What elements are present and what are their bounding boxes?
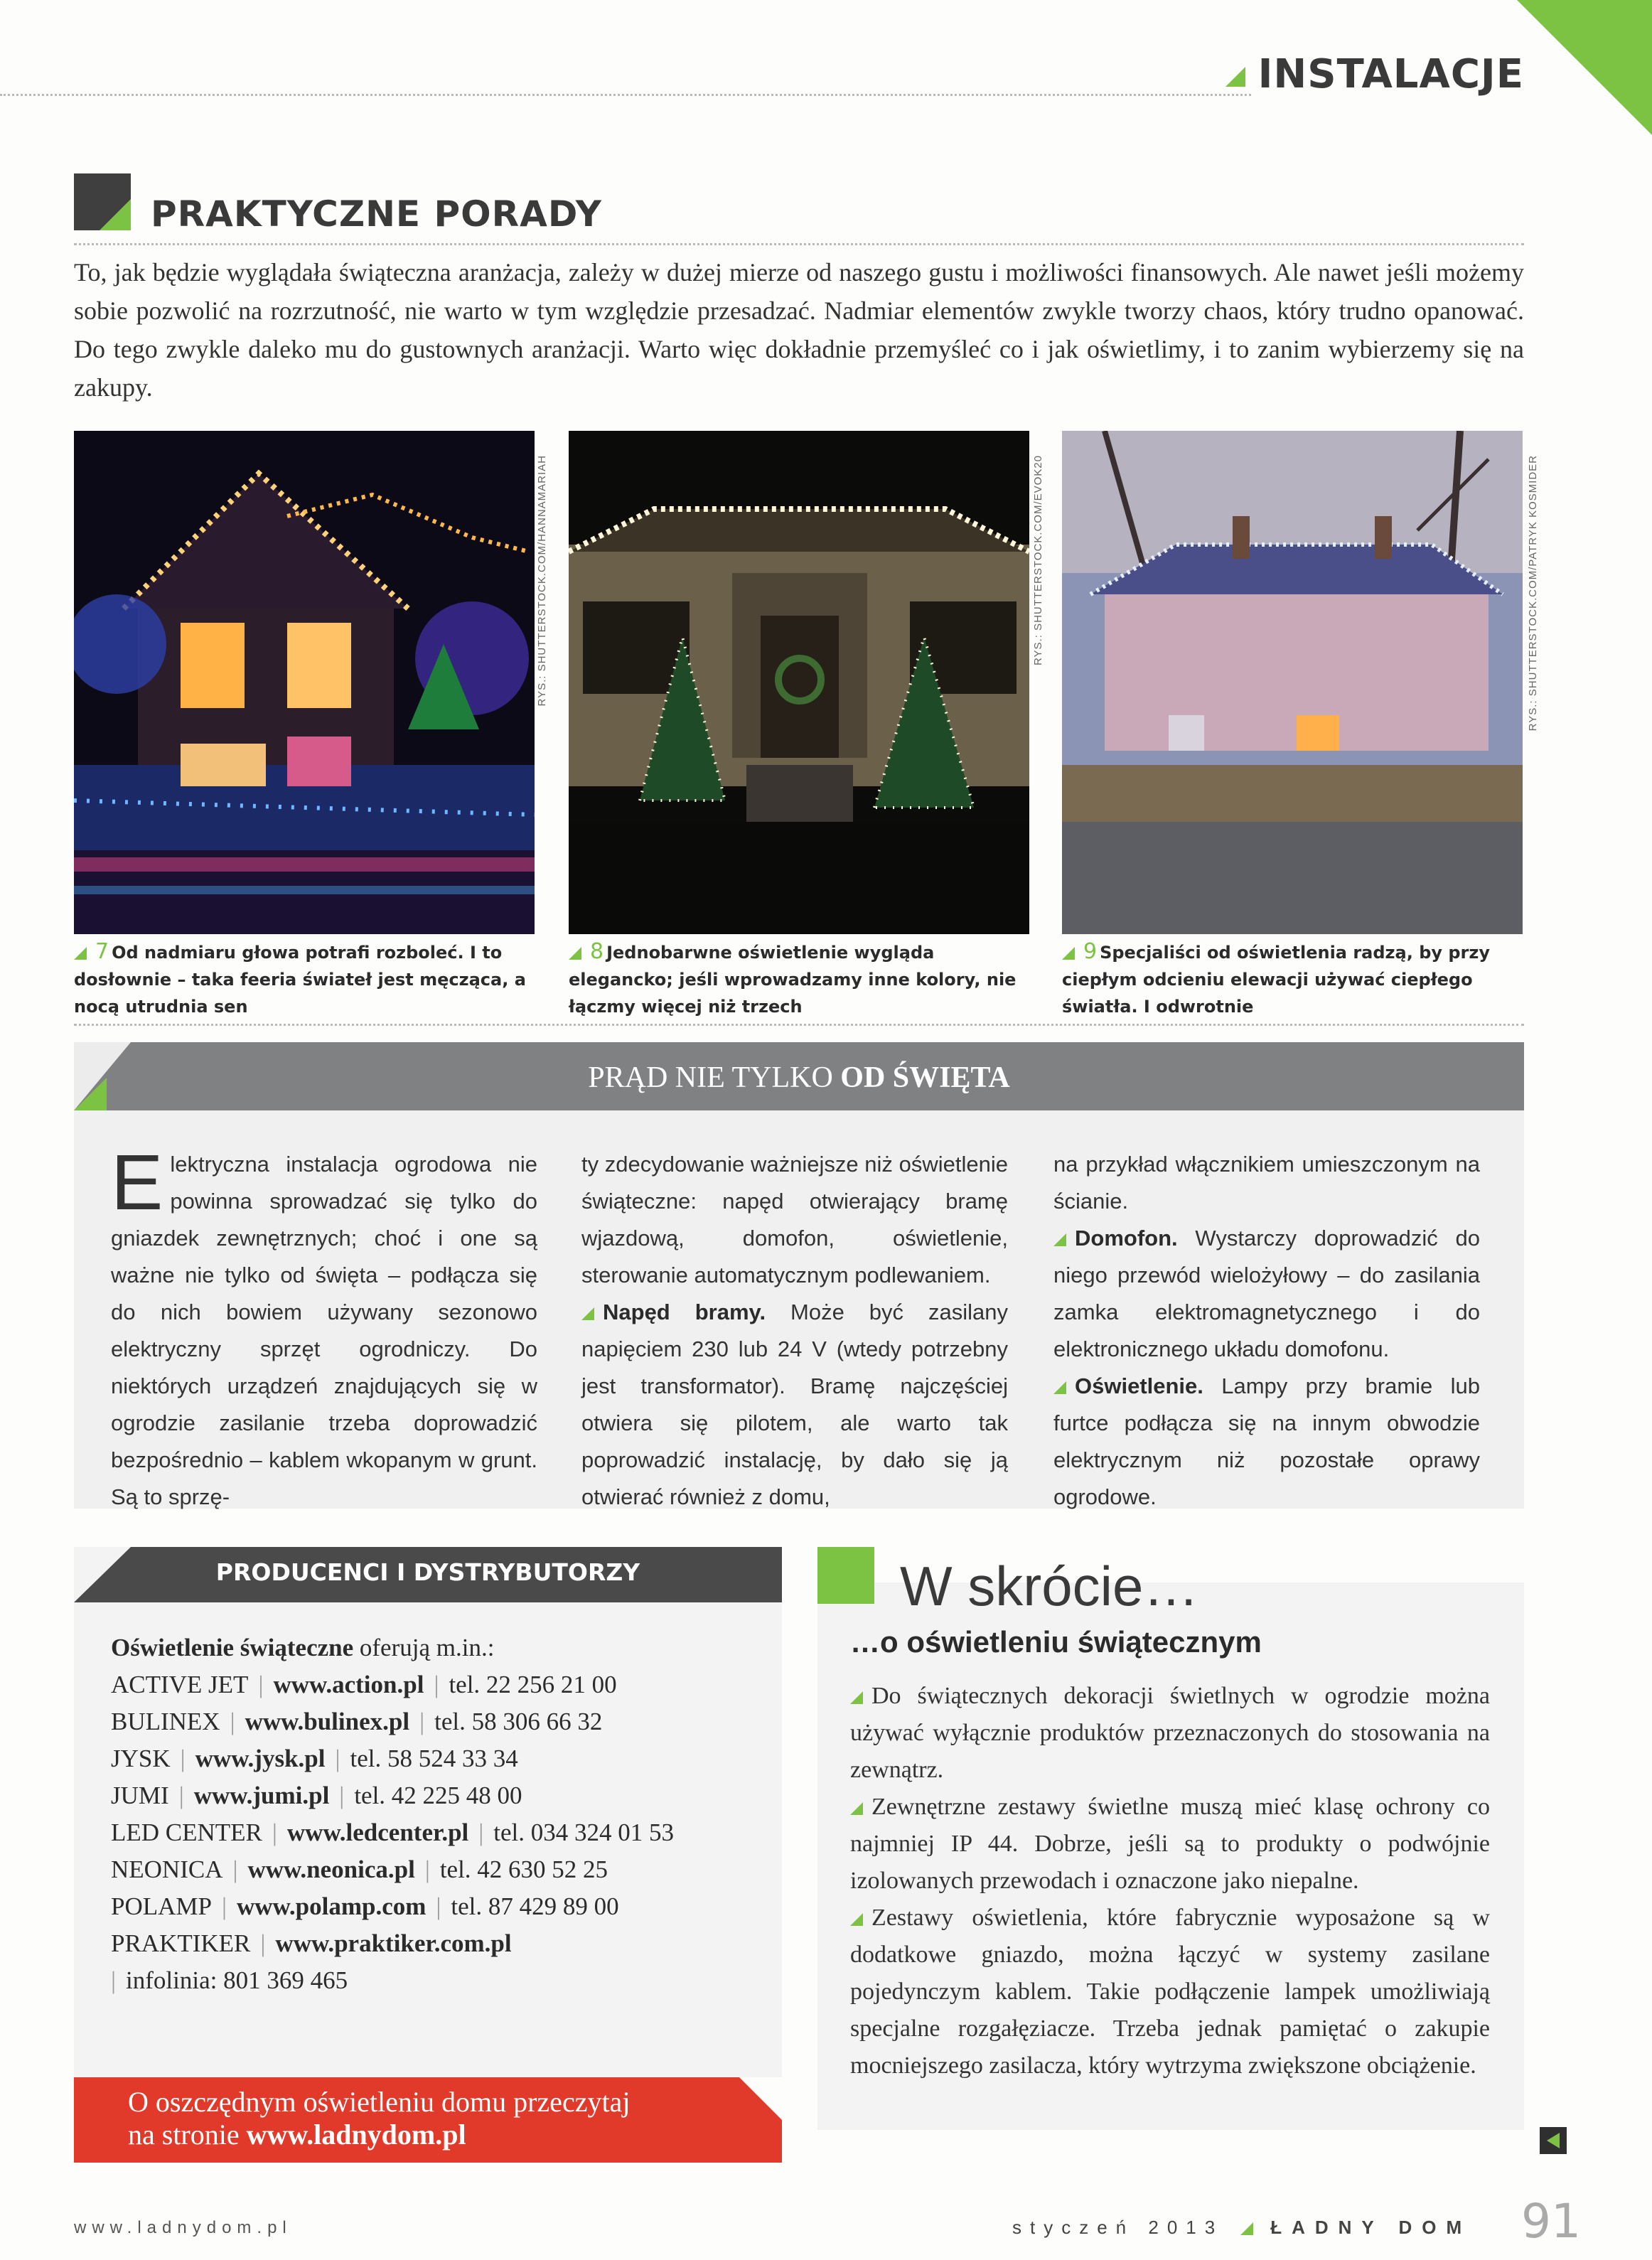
prad-title-b: OD ŚWIĘTA <box>840 1061 1010 1094</box>
cta-text[interactable] <box>128 2086 753 2151</box>
producer-url[interactable]: www.bulinex.pl <box>245 1708 410 1735</box>
photo-9-caption-text: Specjaliści od oświetlenia radzą, by przy ciepłym odcieniu elewacji używać ciepłego światła. I odwrotnie <box>1062 943 1490 1017</box>
producer-url[interactable]: www.praktiker.com.pl <box>275 1929 512 1957</box>
producer-name: JYSK <box>111 1745 171 1772</box>
cta-line-2: na stronie <box>128 2119 240 2151</box>
photo-8-caption <box>569 938 1031 1020</box>
photo-8-caption-text: Jednobarwne oświetlenie wygląda elegancko; jeśli wprowadzamy inne kolory, nie łączmy więcej niż trzech <box>569 943 1017 1017</box>
bullet-arrow-icon <box>581 1307 594 1320</box>
producers-title: PRODUCENCI I DYSTRYBUTORZY <box>215 1558 640 1586</box>
producers-intro <box>111 1634 494 1662</box>
producer-name: JUMI <box>111 1782 169 1809</box>
prad-col-2 <box>581 1146 1008 1516</box>
section-label <box>1225 51 1524 97</box>
prad-col-1-text: lektryczna instalacja ogrodowa nie powinna sprowadzać się tylko do gniazdek zewnętrznych; choć i one są ważne nie tylko od święta – podłącza się do nich bowiem używany sezonowo elektryczny sprzęt ogrodniczy. Do niektórych urządzeń znajdujących się w ogrodzie zasilanie trzeba doprowadzić bezpośrednio – kablem wkopanym w grunt. Są to sprzę- <box>111 1152 537 1509</box>
photo-9-credit: RYS.: SHUTTERSTOCK.COM/PATRYK KOSMIDER <box>1527 455 1539 732</box>
producers-intro-bold: Oświetlenie świąteczne <box>111 1634 354 1661</box>
summary-square-icon <box>817 1547 874 1604</box>
term-domofon: Domofon. <box>1075 1226 1178 1251</box>
tips-body: To, jak będzie wyglądała świąteczna aranżacja, zależy w dużej mierze od naszego gustu i możliwości finansowych. Ale nawet jeśli możemy sobie pozwolić na rozrzutność, nie warto w tym względzie przesadzać. Nadmiar elementów zwykle tworzy chaos, który trudno opanować. Do tego zwykle daleko mu do gustownych aranżacji. Warto więc dokładnie przemyśleć co i jak oświetlimy, i to zanim wybierzemy się na zakupy. <box>74 258 1524 402</box>
producer-row: NEONICA | www.neonica.pl | tel. 42 630 52 25 <box>111 1855 608 1883</box>
bullet-arrow-icon <box>1053 1233 1066 1246</box>
photo-8-image <box>569 431 1029 934</box>
prad-col-2-text: Może być zasilany napięciem 230 lub 24 V (wtedy potrzebny jest transformator). Bramę najczęściej otwiera się pilotem, ale warto tak poprowadzić instalację, by dało się ją otwierać również z domu, <box>581 1300 1008 1509</box>
photo-7-caption-text: Od nadmiaru głowa potrafi rozboleć. I to dosłownie – taka feeria świateł jest męcząca, a nocą utrudnia sen <box>74 943 526 1017</box>
producer-tel: tel. 42 630 52 25 <box>439 1855 608 1883</box>
photos-divider <box>74 1024 1524 1026</box>
footer-issue <box>1012 2217 1471 2239</box>
producer-url[interactable]: www.ledcenter.pl <box>286 1819 469 1846</box>
photo-7-caption <box>74 938 536 1020</box>
bullet-arrow-icon <box>850 1913 863 1926</box>
producer-name: ACTIVE JET <box>111 1671 249 1698</box>
footer-issue-date: styczeń 2013 <box>1012 2217 1224 2238</box>
summary-subtitle: …o oświetleniu świątecznym <box>850 1625 1262 1659</box>
infolinia-text: infolinia: 801 369 465 <box>126 1966 348 1994</box>
producer-row: LED CENTER | www.ledcenter.pl | tel. 034 324 01 53 <box>111 1819 675 1846</box>
photo-7-credit: RYS.: SHUTTERSTOCK.COM/HANNAMARIAH <box>536 455 548 707</box>
footer-magazine: ŁADNY DOM <box>1270 2217 1472 2238</box>
producer-tel: tel. 87 429 89 00 <box>451 1892 619 1920</box>
caption-arrow-icon <box>1062 947 1075 960</box>
producer-tel: tel. 58 524 33 34 <box>350 1745 518 1772</box>
page-end-icon <box>1540 2127 1567 2154</box>
bullet-arrow-icon <box>850 1802 863 1815</box>
producer-row: POLAMP | www.polamp.com | tel. 87 429 89 00 <box>111 1892 619 1920</box>
photo-8-credit: RYS.: SHUTTERSTOCK.COM/EVOK20 <box>1032 455 1044 666</box>
photo-7 <box>74 431 535 934</box>
producer-name: BULINEX <box>111 1708 220 1735</box>
photo-7-number: 7 <box>95 939 109 964</box>
tips-title: PRAKTYCZNE PORADY <box>151 193 602 235</box>
footer-arrow-icon <box>1240 2222 1253 2235</box>
term-naped-bramy: Napęd bramy. <box>603 1300 766 1324</box>
photo-9 <box>1062 431 1523 934</box>
producer-url[interactable]: www.polamp.com <box>237 1892 427 1920</box>
producer-tel: tel. 42 225 48 00 <box>354 1782 522 1809</box>
cta-line-1: O oszczędnym oświetleniu domu przeczytaj <box>128 2086 631 2118</box>
header-divider <box>0 94 1251 96</box>
producer-tel: tel. 22 256 21 00 <box>449 1671 617 1698</box>
producer-row: JYSK | www.jysk.pl | tel. 58 524 33 34 <box>111 1745 518 1772</box>
corner-accent <box>1517 0 1652 135</box>
summary-item-text: Zestawy oświetlenia, które fabrycznie wyposażone są w dodatkowe gniazdo, można łączyć w systemy zasilane pojedynczym kablem. Takie podłączenie lampek umożliwiają specjalne rozgałęziacze. Trzeba jednak pamiętać o zakupie mocniejszego zasilacza, który wytrzyma zwiększone obciążenie. <box>850 1905 1490 2079</box>
bullet-arrow-icon <box>850 1691 863 1704</box>
producer-name: POLAMP <box>111 1892 212 1920</box>
producer-row: JUMI | www.jumi.pl | tel. 42 225 48 00 <box>111 1782 522 1809</box>
prad-col-2-intro: ty zdecydowanie ważniejsze niż oświetlenie świąteczne: napęd otwierający bramę wjazdową, domofon, oświetlenie, sterowanie automatycznym podlewaniem. <box>581 1152 1008 1287</box>
producer-infolinia: | infolinia: 801 369 465 <box>111 1966 348 1994</box>
tips-divider <box>74 243 1524 245</box>
photo-8 <box>569 431 1029 934</box>
producers-intro-rest: oferują m.in.: <box>359 1634 495 1661</box>
producer-name: PRAKTIKER <box>111 1929 251 1957</box>
photo-9-image <box>1062 431 1523 934</box>
prad-title <box>74 1061 1524 1095</box>
term-oswietlenie: Oświetlenie. <box>1075 1373 1203 1398</box>
photo-9-caption <box>1062 938 1524 1020</box>
footer-site: www.ladnydom.pl <box>74 2218 292 2237</box>
cta-url[interactable]: www.ladnydom.pl <box>246 2119 466 2151</box>
summary-item <box>850 1678 1490 1789</box>
summary-item <box>850 1900 1490 2084</box>
producer-row: ACTIVE JET | www.action.pl | tel. 22 256 21 00 <box>111 1671 617 1698</box>
dropcap: E <box>111 1139 163 1226</box>
prad-title-a: PRĄD NIE TYLKO <box>588 1061 833 1094</box>
summary-item-text: Do świątecznych dekoracji świetlnych w ogrodzie można używać wyłącznie produktów przeznaczonych do stosowania na zewnątrz. <box>850 1683 1490 1783</box>
producer-row: PRAKTIKER | www.praktiker.com.pl <box>111 1929 512 1957</box>
producer-name: LED CENTER <box>111 1819 262 1846</box>
producer-url[interactable]: www.neonica.pl <box>247 1855 415 1883</box>
photo-7-image <box>74 431 535 934</box>
producer-name: NEONICA <box>111 1855 223 1883</box>
summary-item-text: Zewnętrzne zestawy świetlne muszą mieć klasę ochrony co najmniej IP 44. Dobrze, jeśli są to produkty o podwójnie izolowanych przewodach i oznaczone jako niepalne. <box>850 1794 1490 1894</box>
prad-col-1 <box>111 1139 537 1516</box>
section-arrow-icon <box>1225 67 1245 87</box>
producer-url[interactable]: www.jysk.pl <box>195 1745 326 1772</box>
page-number: 91 <box>1521 2194 1581 2249</box>
summary-title: W skrócie… <box>900 1555 1199 1617</box>
prad-col-3-text-1: Wystarczy doprowadzić do niego przewód wielożyłowy – do zasilania zamka elektromagnetycznego i do elektronicznego układu domofonu. <box>1053 1226 1480 1361</box>
producer-tel: tel. 58 306 66 32 <box>434 1708 603 1735</box>
summary-body <box>850 1678 1490 2084</box>
photo-9-number: 9 <box>1083 939 1098 964</box>
producer-url[interactable]: www.jumi.pl <box>193 1782 330 1809</box>
summary-item <box>850 1789 1490 1900</box>
prad-col-3-text-2: Lampy przy bramie lub furtce podłącza się na innym obwodzie elektrycznym niż pozostałe oprawy ogrodowe. <box>1053 1373 1480 1509</box>
prad-col-3-intro: na przykład włącznikiem umieszczonym na ścianie. <box>1053 1152 1480 1214</box>
producer-tel: tel. 034 324 01 53 <box>493 1819 675 1846</box>
section-label-text: INSTALACJE <box>1257 51 1524 97</box>
prad-col-3 <box>1053 1146 1480 1516</box>
section-square-icon <box>74 173 131 230</box>
caption-arrow-icon <box>569 947 581 960</box>
photo-8-number: 8 <box>590 939 604 964</box>
producer-url[interactable]: www.action.pl <box>273 1671 424 1698</box>
bullet-arrow-icon <box>1053 1381 1066 1394</box>
caption-arrow-icon <box>74 947 87 960</box>
producer-row: BULINEX | www.bulinex.pl | tel. 58 306 66 32 <box>111 1708 603 1735</box>
